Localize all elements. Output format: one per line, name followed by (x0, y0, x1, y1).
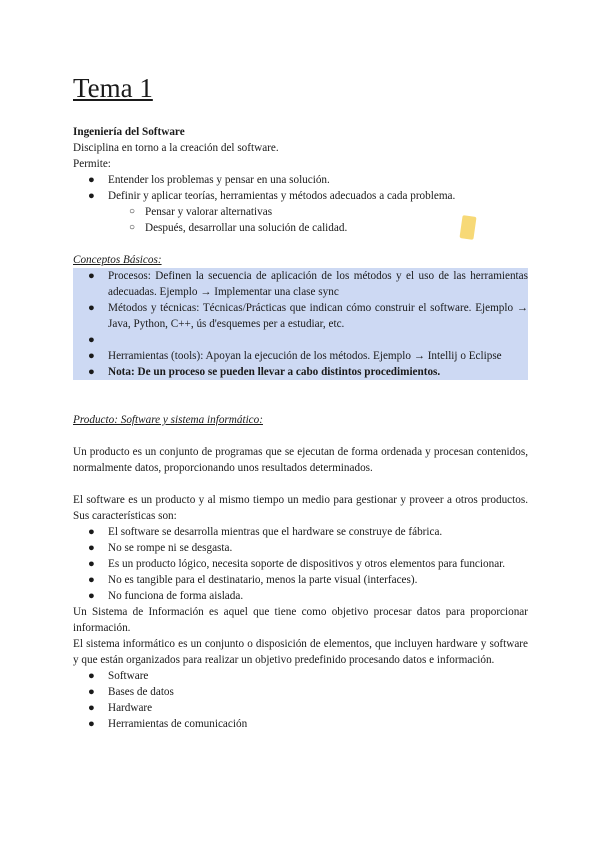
paragraph: Un Sistema de Información es aquel que tiene como objetivo procesar datos para proporcionar información. (73, 606, 528, 634)
bullet-list (73, 524, 528, 604)
page-title: Tema 1 (73, 73, 153, 103)
list-item: ● No funciona de forma aislada. (88, 590, 244, 602)
sub-list-item: ○ Después, desarrollar una solución de calidad. (129, 222, 348, 234)
paragraph: El software es un producto y al mismo tiempo un medio para gestionar y proveer a otros productos. Sus características son: (73, 494, 528, 522)
section-producto (73, 412, 528, 428)
section-conceptos (73, 252, 528, 380)
list-item-note: ● Nota: De un proceso se pueden llevar a cabo distintos procedimientos. (73, 364, 528, 380)
section-heading: Producto: Software y sistema informático: (73, 414, 263, 426)
list-item: ● Bases de datos (88, 686, 174, 698)
paragraph: Permite: (73, 158, 111, 170)
list-item: ● Procesos: Definen la secuencia de aplicación de los métodos y el uso de las herramientas adecuadas. Ejemplo → Implementar una clase sync (73, 268, 528, 300)
paragraph: Un producto es un conjunto de programas que se ejecutan de forma ordenada y procesan contenidos, normalmente datos, proporcionando unos resultados determinados. (73, 446, 528, 474)
characteristics-list-container (73, 524, 528, 732)
list-item: ● Es un producto lógico, necesita soporte de dispositivos y otros elementos para funcionar. (88, 558, 506, 570)
list-item: ● Software (88, 670, 149, 682)
list-item: ● Herramientas (tools): Apoyan la ejecución de los métodos. Ejemplo → Intellij o Eclipse (73, 348, 528, 364)
list-item: ● El software se desarrolla mientras que el hardware se construye de fábrica. (88, 526, 443, 538)
list-item: ● Entender los problemas y pensar en una solución. (88, 174, 330, 186)
sub-list-item: ○ Pensar y valorar alternativas (129, 206, 273, 218)
list-item: ● Métodos y técnicas: Técnicas/Prácticas que indican cómo construir el software. Ejemplo → Java, Python, C++, ús d'esquemes per a estudiar, etc. (73, 300, 528, 332)
list-item: ● Definir y aplicar teorías, herramientas y métodos adecuados a cada problema. (88, 190, 456, 202)
paragraph: El sistema informático es un conjunto o disposición de elementos, que incluyen hardware y software y que están organizados para realizar un objetivo predefinido procesando datos e información. (73, 638, 528, 666)
bullet-list (73, 172, 528, 236)
section-heading: Ingeniería del Software (73, 126, 185, 138)
list-item: ● Herramientas de comunicación (88, 718, 248, 730)
section-ingenieria (73, 124, 528, 236)
list-item: ● No es tangible para el destinatario, menos la parte visual (interfaces). (88, 574, 418, 586)
list-item-empty: ● (73, 332, 528, 348)
list-item: ● Hardware (88, 702, 153, 714)
paragraph: Disciplina en torno a la creación del software. (73, 142, 279, 154)
bullet-list (73, 668, 528, 732)
list-item: ● No se rompe ni se desgasta. (88, 542, 233, 554)
section-heading: Conceptos Básicos: (73, 254, 162, 266)
bullet-list (73, 268, 528, 380)
